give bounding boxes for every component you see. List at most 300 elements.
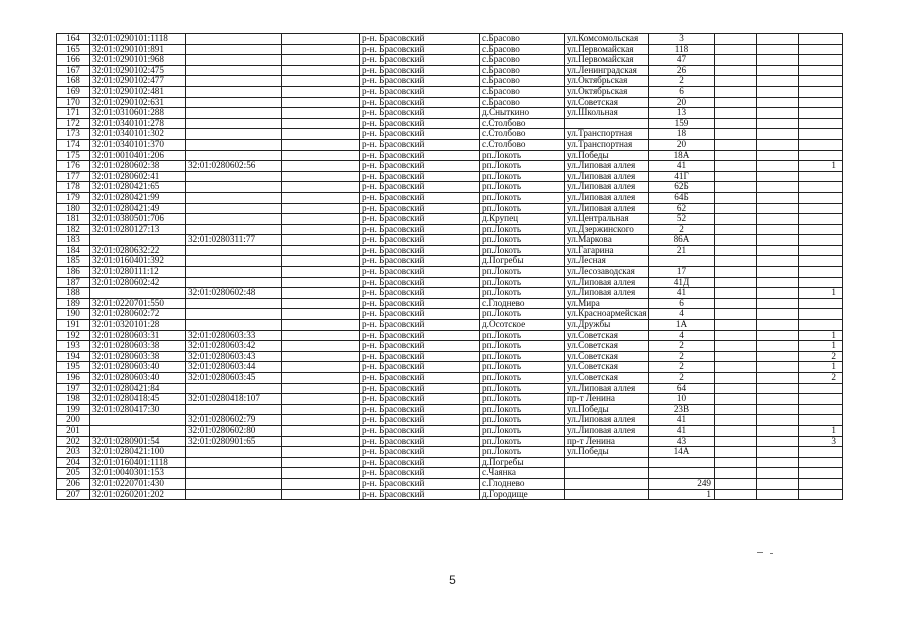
cell-district: р-н. Брасовский [360,108,480,119]
cell-street: ул.Ленинградская [565,65,649,76]
table-row [57,203,843,214]
cell-settlement: рп.Локоть [480,436,565,447]
cell-linked-cadastral-number [186,65,282,76]
cell-linked-cadastral-number [186,298,282,309]
cell-street: ул.Липовая аллея [565,425,649,436]
table-row [57,150,843,161]
cell-house-number: 62Б [649,182,715,193]
cell-blank-column [282,288,360,299]
cell-blank-column [282,224,360,235]
cell-settlement: рп.Локоть [480,373,565,384]
cell-cadastral-number: 32:01:0280603:40 [90,373,186,384]
cell-street: ул.Мира [565,298,649,309]
cell-count [799,277,843,288]
cell-blank-column [282,171,360,182]
cell-cadastral-number: 32:01:0380501:706 [90,214,186,225]
cell-count [799,404,843,415]
cell-blank-column [715,245,757,256]
cell-blank-column [282,214,360,225]
cell-blank-column [282,478,360,489]
table-row [57,108,843,119]
cell-row-number: 204 [57,457,90,468]
cell-linked-cadastral-number [186,55,282,66]
cell-blank-column [715,447,757,458]
cell-linked-cadastral-number [186,139,282,150]
cell-blank-column [715,129,757,140]
cell-linked-cadastral-number: 32:01:0280603:43 [186,351,282,362]
cell-linked-cadastral-number [186,457,282,468]
cell-street: ул.Липовая аллея [565,203,649,214]
cell-settlement: с.Глоднево [480,478,565,489]
cell-count [799,235,843,246]
cell-street: ул.Липовая аллея [565,182,649,193]
cell-linked-cadastral-number [186,118,282,129]
cell-blank-column [715,309,757,320]
cell-count [799,394,843,405]
cell-house-number: 4 [649,330,715,341]
cell-blank-column [715,97,757,108]
cell-blank-column [715,425,757,436]
cell-district: р-н. Брасовский [360,267,480,278]
cell-settlement: с.Чаянка [480,468,565,479]
table-row [57,129,843,140]
cell-blank-column [282,97,360,108]
cell-count [799,245,843,256]
table-row [57,34,843,45]
cell-house-number: 86А [649,235,715,246]
cell-row-number: 196 [57,373,90,384]
cell-count [799,415,843,426]
cell-district: р-н. Брасовский [360,320,480,331]
cell-house-number: 18А [649,150,715,161]
table-row [57,394,843,405]
cell-blank-column [282,330,360,341]
cell-blank-column [757,86,799,97]
cell-blank-column [757,139,799,150]
cell-count [799,65,843,76]
cell-row-number: 185 [57,256,90,267]
cell-district: р-н. Брасовский [360,489,480,500]
table-row [57,425,843,436]
table-row [57,309,843,320]
cell-row-number: 187 [57,277,90,288]
cell-cadastral-number: 32:01:0290101:968 [90,55,186,66]
cell-linked-cadastral-number [186,468,282,479]
table-row [57,139,843,150]
cell-row-number: 181 [57,214,90,225]
cell-row-number: 169 [57,86,90,97]
table-row [57,65,843,76]
cell-house-number: 64Б [649,192,715,203]
cell-blank-column [757,224,799,235]
cell-blank-column [282,489,360,500]
cell-count [799,298,843,309]
table-row [57,478,843,489]
cell-blank-column [715,224,757,235]
cell-cadastral-number: 32:01:0290101:891 [90,44,186,55]
cell-count [799,320,843,331]
cell-cadastral-number: 32:01:0280417:30 [90,404,186,415]
cell-blank-column [282,182,360,193]
table-row [57,351,843,362]
cell-row-number: 186 [57,267,90,278]
cell-house-number: 159 [649,118,715,129]
cell-settlement: рп.Локоть [480,277,565,288]
cell-blank-column [715,288,757,299]
cell-house-number: 41 [649,161,715,172]
cell-cadastral-number: 32:01:0280603:31 [90,330,186,341]
table-row [57,383,843,394]
cell-district: р-н. Брасовский [360,76,480,87]
cell-settlement: д.Погребы [480,256,565,267]
cell-street: ул.Советская [565,97,649,108]
cell-house-number: 41Д [649,277,715,288]
cell-row-number: 165 [57,44,90,55]
cell-blank-column [282,457,360,468]
table-row [57,86,843,97]
cell-house-number: 64 [649,383,715,394]
table-row [57,55,843,66]
cell-linked-cadastral-number [186,489,282,500]
cell-row-number: 205 [57,468,90,479]
cell-row-number: 179 [57,192,90,203]
cell-linked-cadastral-number [186,277,282,288]
cell-linked-cadastral-number [186,150,282,161]
cell-house-number: 3 [649,34,715,45]
cell-settlement: рп.Локоть [480,362,565,373]
cell-linked-cadastral-number [186,320,282,331]
cell-cadastral-number: 32:01:0290102:475 [90,65,186,76]
cell-count: 1 [799,330,843,341]
cell-blank-column [282,245,360,256]
cell-settlement: с.Брасово [480,97,565,108]
cell-linked-cadastral-number: 32:01:0280602:56 [186,161,282,172]
cell-district: р-н. Брасовский [360,277,480,288]
cell-settlement: рп.Локоть [480,351,565,362]
cell-linked-cadastral-number [186,245,282,256]
cell-district: р-н. Брасовский [360,224,480,235]
cell-blank-column [282,76,360,87]
cell-cadastral-number: 32:01:0310601:288 [90,108,186,119]
cell-district: р-н. Брасовский [360,192,480,203]
cell-cadastral-number: 32:01:0280111:12 [90,267,186,278]
cell-house-number: 2 [649,341,715,352]
cell-house-number: 2 [649,351,715,362]
cell-blank-column [715,55,757,66]
cell-row-number: 195 [57,362,90,373]
cell-row-number: 176 [57,161,90,172]
cell-linked-cadastral-number [186,97,282,108]
cell-street: ул.Лесная [565,256,649,267]
cell-street: пр-т Ленина [565,394,649,405]
cell-blank-column [282,298,360,309]
cell-house-number: 1 [649,489,715,500]
cell-count: 1 [799,362,843,373]
cell-blank-column [715,341,757,352]
cell-house-number: 14А [649,447,715,458]
cell-cadastral-number: 32:01:0280421:65 [90,182,186,193]
cell-blank-column [282,373,360,384]
cell-settlement: рп.Локоть [480,288,565,299]
cell-count [799,55,843,66]
cell-blank-column [282,383,360,394]
cell-blank-column [757,203,799,214]
cell-blank-column [757,468,799,479]
cell-cadastral-number: 32:01:0340101:302 [90,129,186,140]
cell-blank-column [282,192,360,203]
cell-linked-cadastral-number [186,214,282,225]
cell-cadastral-number: 32:01:0280421:100 [90,447,186,458]
cell-house-number: 20 [649,139,715,150]
cell-blank-column [282,447,360,458]
page-number: 5 [449,573,456,587]
cell-cadastral-number: 32:01:0340101:370 [90,139,186,150]
cell-count [799,86,843,97]
cell-blank-column [282,235,360,246]
cell-blank-column [282,468,360,479]
cell-row-number: 177 [57,171,90,182]
cell-blank-column [757,298,799,309]
cell-street: ул.Советская [565,351,649,362]
cell-district: р-н. Брасовский [360,235,480,246]
cell-blank-column [282,55,360,66]
cell-count: 2 [799,351,843,362]
cell-street: ул.Липовая аллея [565,277,649,288]
cell-house-number: 26 [649,65,715,76]
scan-mark [757,552,763,553]
cell-district: р-н. Брасовский [360,373,480,384]
cell-house-number: 6 [649,86,715,97]
cell-cadastral-number: 32:01:0280602:41 [90,171,186,182]
cell-blank-column [757,161,799,172]
cell-cadastral-number: 32:01:0220701:430 [90,478,186,489]
cell-district: р-н. Брасовский [360,415,480,426]
cell-blank-column [757,457,799,468]
cell-blank-column [715,277,757,288]
cell-count: 1 [799,341,843,352]
table-row [57,245,843,256]
cell-street [565,489,649,500]
cell-linked-cadastral-number [186,34,282,45]
cell-house-number: 62 [649,203,715,214]
table-row [57,97,843,108]
cell-street: ул.Маркова [565,235,649,246]
cell-blank-column [715,362,757,373]
cell-street [565,478,649,489]
cell-blank-column [715,203,757,214]
cell-row-number: 207 [57,489,90,500]
cell-cadastral-number: 32:01:0280603:38 [90,341,186,352]
cell-blank-column [282,362,360,373]
cell-blank-column [715,108,757,119]
cell-house-number: 17 [649,267,715,278]
cell-linked-cadastral-number: 32:01:0280603:44 [186,362,282,373]
cell-blank-column [282,309,360,320]
cell-blank-column [282,436,360,447]
cell-count [799,214,843,225]
cell-blank-column [715,214,757,225]
cell-linked-cadastral-number [186,309,282,320]
table-row [57,182,843,193]
table-row [57,267,843,278]
cell-settlement: рп.Локоть [480,404,565,415]
cell-blank-column [282,351,360,362]
cell-row-number: 173 [57,129,90,140]
cell-linked-cadastral-number: 32:01:0280602:80 [186,425,282,436]
cell-count: 1 [799,161,843,172]
cell-cadastral-number [90,288,186,299]
cell-house-number: 118 [649,44,715,55]
cell-blank-column [757,383,799,394]
cell-settlement: рп.Локоть [480,235,565,246]
cell-blank-column [282,108,360,119]
cell-settlement: с.Столбово [480,139,565,150]
cell-cadastral-number: 32:01:0280127:13 [90,224,186,235]
cell-blank-column [715,330,757,341]
cell-settlement: рп.Локоть [480,171,565,182]
table-row [57,457,843,468]
cell-street: ул.Советская [565,362,649,373]
cell-settlement: д.Погребы [480,457,565,468]
cell-cadastral-number: 32:01:0340101:278 [90,118,186,129]
cell-count [799,139,843,150]
cell-district: р-н. Брасовский [360,86,480,97]
cell-count [799,267,843,278]
table-row [57,277,843,288]
cell-blank-column [715,76,757,87]
cell-blank-column [757,436,799,447]
cell-house-number: 52 [649,214,715,225]
cell-blank-column [757,362,799,373]
cell-house-number [649,256,715,267]
cell-settlement: рп.Локоть [480,192,565,203]
cell-blank-column [715,489,757,500]
cell-settlement: с.Брасово [480,44,565,55]
cell-settlement: рп.Локоть [480,182,565,193]
cell-count [799,203,843,214]
cell-district: р-н. Брасовский [360,447,480,458]
cell-cadastral-number: 32:01:0220701:550 [90,298,186,309]
cell-row-number: 171 [57,108,90,119]
cell-blank-column [715,150,757,161]
cell-blank-column [757,65,799,76]
cell-blank-column [282,86,360,97]
cell-settlement: с.Брасово [480,55,565,66]
cell-district: р-н. Брасовский [360,118,480,129]
cell-street: ул.Советская [565,341,649,352]
cell-cadastral-number: 32:01:0280901:54 [90,436,186,447]
cell-row-number: 168 [57,76,90,87]
cell-cadastral-number: 32:01:0280418:45 [90,394,186,405]
cell-count [799,118,843,129]
cell-district: р-н. Брасовский [360,97,480,108]
cell-house-number: 47 [649,55,715,66]
cell-blank-column [715,373,757,384]
cell-linked-cadastral-number [186,129,282,140]
cell-blank-column [715,34,757,45]
table-row [57,489,843,500]
cell-linked-cadastral-number [186,203,282,214]
cell-linked-cadastral-number [186,478,282,489]
cell-blank-column [757,150,799,161]
table-row [57,341,843,352]
cell-cadastral-number: 32:01:0290102:481 [90,86,186,97]
table-row [57,436,843,447]
cell-count [799,309,843,320]
table-row [57,161,843,172]
table-row [57,320,843,331]
cell-row-number: 167 [57,65,90,76]
cell-linked-cadastral-number [186,447,282,458]
cell-cadastral-number: 32:01:0280421:99 [90,192,186,203]
cell-blank-column [757,235,799,246]
cell-street: ул.Октябрьская [565,76,649,87]
cell-row-number: 172 [57,118,90,129]
table-row [57,235,843,246]
cell-district: р-н. Брасовский [360,214,480,225]
cell-settlement: с.Столбово [480,129,565,140]
cell-house-number: 6 [649,298,715,309]
cell-house-number: 41 [649,415,715,426]
cell-settlement: с.Брасово [480,86,565,97]
cell-row-number: 190 [57,309,90,320]
table-body [57,34,843,500]
cell-house-number [649,468,715,479]
cell-street: ул.Липовая аллея [565,161,649,172]
cell-blank-column [757,351,799,362]
cell-linked-cadastral-number [186,256,282,267]
cell-blank-column [715,383,757,394]
cell-settlement: д.Осотское [480,320,565,331]
cell-count [799,171,843,182]
cell-district: р-н. Брасовский [360,341,480,352]
cell-house-number: 43 [649,436,715,447]
table-row [57,288,843,299]
cell-blank-column [715,44,757,55]
cell-linked-cadastral-number [186,108,282,119]
cell-street: ул.Липовая аллея [565,192,649,203]
cell-district: р-н. Брасовский [360,65,480,76]
cell-cadastral-number: 32:01:0290102:477 [90,76,186,87]
cell-blank-column [282,277,360,288]
cell-blank-column [757,394,799,405]
cell-street: ул.Советская [565,373,649,384]
cell-cadastral-number: 32:01:0280632:22 [90,245,186,256]
cell-street: ул.Транспортная [565,129,649,140]
cell-settlement: д.Сныткино [480,108,565,119]
cell-blank-column [715,235,757,246]
cell-count [799,97,843,108]
cell-house-number: 21 [649,245,715,256]
cell-street: ул.Первомайская [565,55,649,66]
cell-count [799,457,843,468]
cell-district: р-н. Брасовский [360,44,480,55]
cell-linked-cadastral-number [186,86,282,97]
table-row [57,76,843,87]
cell-blank-column [757,447,799,458]
cell-blank-column [757,478,799,489]
cell-cadastral-number: 32:01:0010401:206 [90,150,186,161]
cell-cadastral-number: 32:01:0280421:84 [90,383,186,394]
table-row [57,256,843,267]
cell-street: ул.Центральная [565,214,649,225]
cell-house-number: 20 [649,97,715,108]
cell-street: ул.Липовая аллея [565,383,649,394]
cell-blank-column [282,44,360,55]
cell-district: р-н. Брасовский [360,150,480,161]
table-row [57,468,843,479]
cell-blank-column [282,34,360,45]
